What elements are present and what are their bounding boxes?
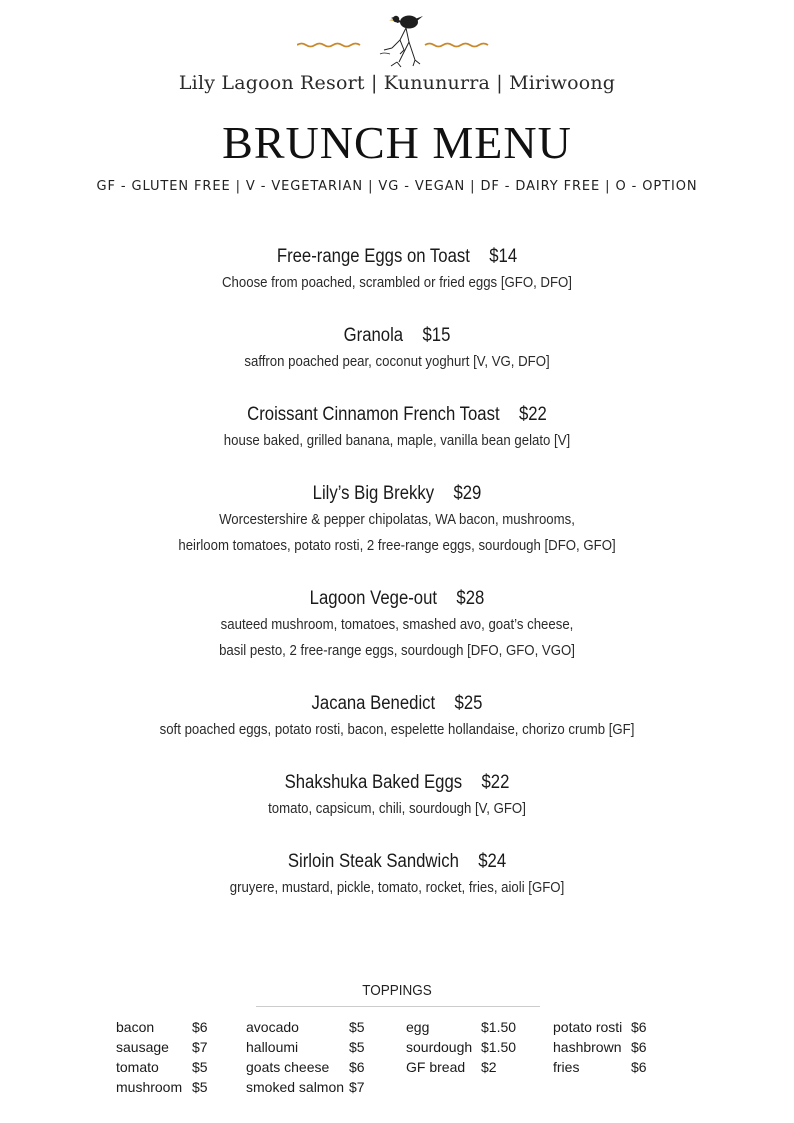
menu-item-description: Worcestershire & pepper chipolatas, WA bacon, mushrooms, [219,511,575,528]
menu-item-name: Lily’s Big Brekky [312,483,435,504]
topping-name: sausage [116,1039,169,1055]
menu-item-price: $15 [422,325,451,346]
topping-name: hashbrown [553,1039,622,1055]
toppings-grid [0,1017,794,1107]
topping-row [246,1057,396,1077]
toppings-divider [256,1006,540,1007]
topping-row [406,1017,546,1037]
right-wave-line [425,44,488,47]
menu-item [0,480,794,559]
menu-item-description: house baked, grilled banana, maple, vanilla bean gelato [V] [223,432,571,449]
menu-item-name: Croissant Cinnamon French Toast [247,404,500,425]
menu-item [0,243,794,296]
topping-name: bacon [116,1019,155,1035]
menu-item [0,401,794,454]
topping-name: egg [406,1019,430,1035]
menu-item-price: $28 [456,588,485,609]
menu-item-name: Sirloin Steak Sandwich [287,851,459,872]
menu-item-description: Choose from poached, scrambled or fried eggs [GFO, DFO] [222,274,572,291]
topping-row [553,1057,673,1077]
topping-name: GF bread [406,1059,466,1075]
menu-item-price: $14 [489,246,518,267]
jacana-bird-logo-icon [297,10,499,70]
topping-price: $6 [349,1059,365,1075]
toppings-column [406,1017,546,1077]
menu-item-name: Shakshuka Baked Eggs [284,772,463,793]
topping-price: $6 [631,1019,647,1035]
menu-item-price: $29 [453,483,482,504]
topping-price: $5 [192,1079,208,1095]
page-title: BRUNCH MENU [222,117,572,168]
menu-item [0,322,794,375]
menu-item-price: $22 [481,772,510,793]
topping-row [406,1057,546,1077]
topping-price: $7 [349,1079,365,1095]
bird-figure [380,16,423,68]
topping-name: avocado [246,1019,299,1035]
menu-item [0,585,794,664]
topping-price: $6 [192,1019,208,1035]
menu-item-description: basil pesto, 2 free-range eggs, sourdough [DFO, GFO, VGO] [219,642,575,659]
toppings-column [553,1017,673,1077]
menu-item-price: $22 [518,404,547,425]
topping-name: sourdough [406,1039,473,1055]
topping-row [116,1017,226,1037]
menu-item-description: tomato, capsicum, chili, sourdough [V, GFO] [268,800,526,817]
menu-item-price: $24 [478,851,507,872]
topping-row [116,1057,226,1077]
topping-name: tomato [116,1059,159,1075]
topping-price: $5 [192,1059,208,1075]
topping-price: $2 [481,1059,497,1075]
topping-name: fries [553,1059,580,1075]
menu-item-name: Jacana Benedict [311,693,436,714]
topping-row [553,1037,673,1057]
menu-item-description: heirloom tomatoes, potato rosti, 2 free-range eggs, sourdough [DFO, GFO] [178,537,616,554]
left-wave-line [297,44,360,47]
toppings-heading: TOPPINGS [362,982,432,999]
topping-price: $7 [192,1039,208,1055]
topping-price: $6 [631,1059,647,1075]
menu-item [0,769,794,822]
menu-item-name: Lagoon Vege-out [309,588,438,609]
menu-item [0,690,794,743]
toppings-column [246,1017,396,1097]
toppings-column [116,1017,226,1097]
topping-name: smoked salmon [246,1079,345,1095]
menu-item [0,848,794,901]
menu-item-description: gruyere, mustard, pickle, tomato, rocket, fries, aioli [GFO] [229,879,565,896]
topping-row [246,1017,396,1037]
topping-price: $5 [349,1039,365,1055]
topping-row [116,1037,226,1057]
menu-item-description: saffron poached pear, coconut yoghurt [V, VG, DFO] [244,353,550,370]
topping-row [406,1037,546,1057]
topping-row [246,1077,396,1097]
topping-price: $1.50 [481,1019,517,1035]
topping-name: potato rosti [553,1019,623,1035]
topping-name: halloumi [246,1039,299,1055]
topping-name: goats cheese [246,1059,330,1075]
topping-row [116,1077,226,1097]
topping-price: $5 [349,1019,365,1035]
menu-item-name: Free-range Eggs on Toast [276,246,470,267]
menu-item-price: $25 [454,693,483,714]
topping-price: $6 [631,1039,647,1055]
topping-price: $1.50 [481,1039,517,1055]
venue-line: Lily Lagoon Resort | Kununurra | Miriwoong [178,72,616,94]
menu-item-description: sauteed mushroom, tomatoes, smashed avo, goat’s cheese, [220,616,574,633]
topping-name: mushroom [116,1079,183,1095]
menu-item-name: Granola [343,325,404,346]
menu-item-description: soft poached eggs, potato rosti, bacon, espelette hollandaise, chorizo crumb [GF] [159,721,635,738]
topping-row [246,1037,396,1057]
menu-list [0,243,794,927]
dietary-legend: GF - GLUTEN FREE | V - VEGETARIAN | VG - VEGAN | DF - DAIRY FREE | O - OPTION [96,179,698,194]
topping-row [553,1017,673,1037]
